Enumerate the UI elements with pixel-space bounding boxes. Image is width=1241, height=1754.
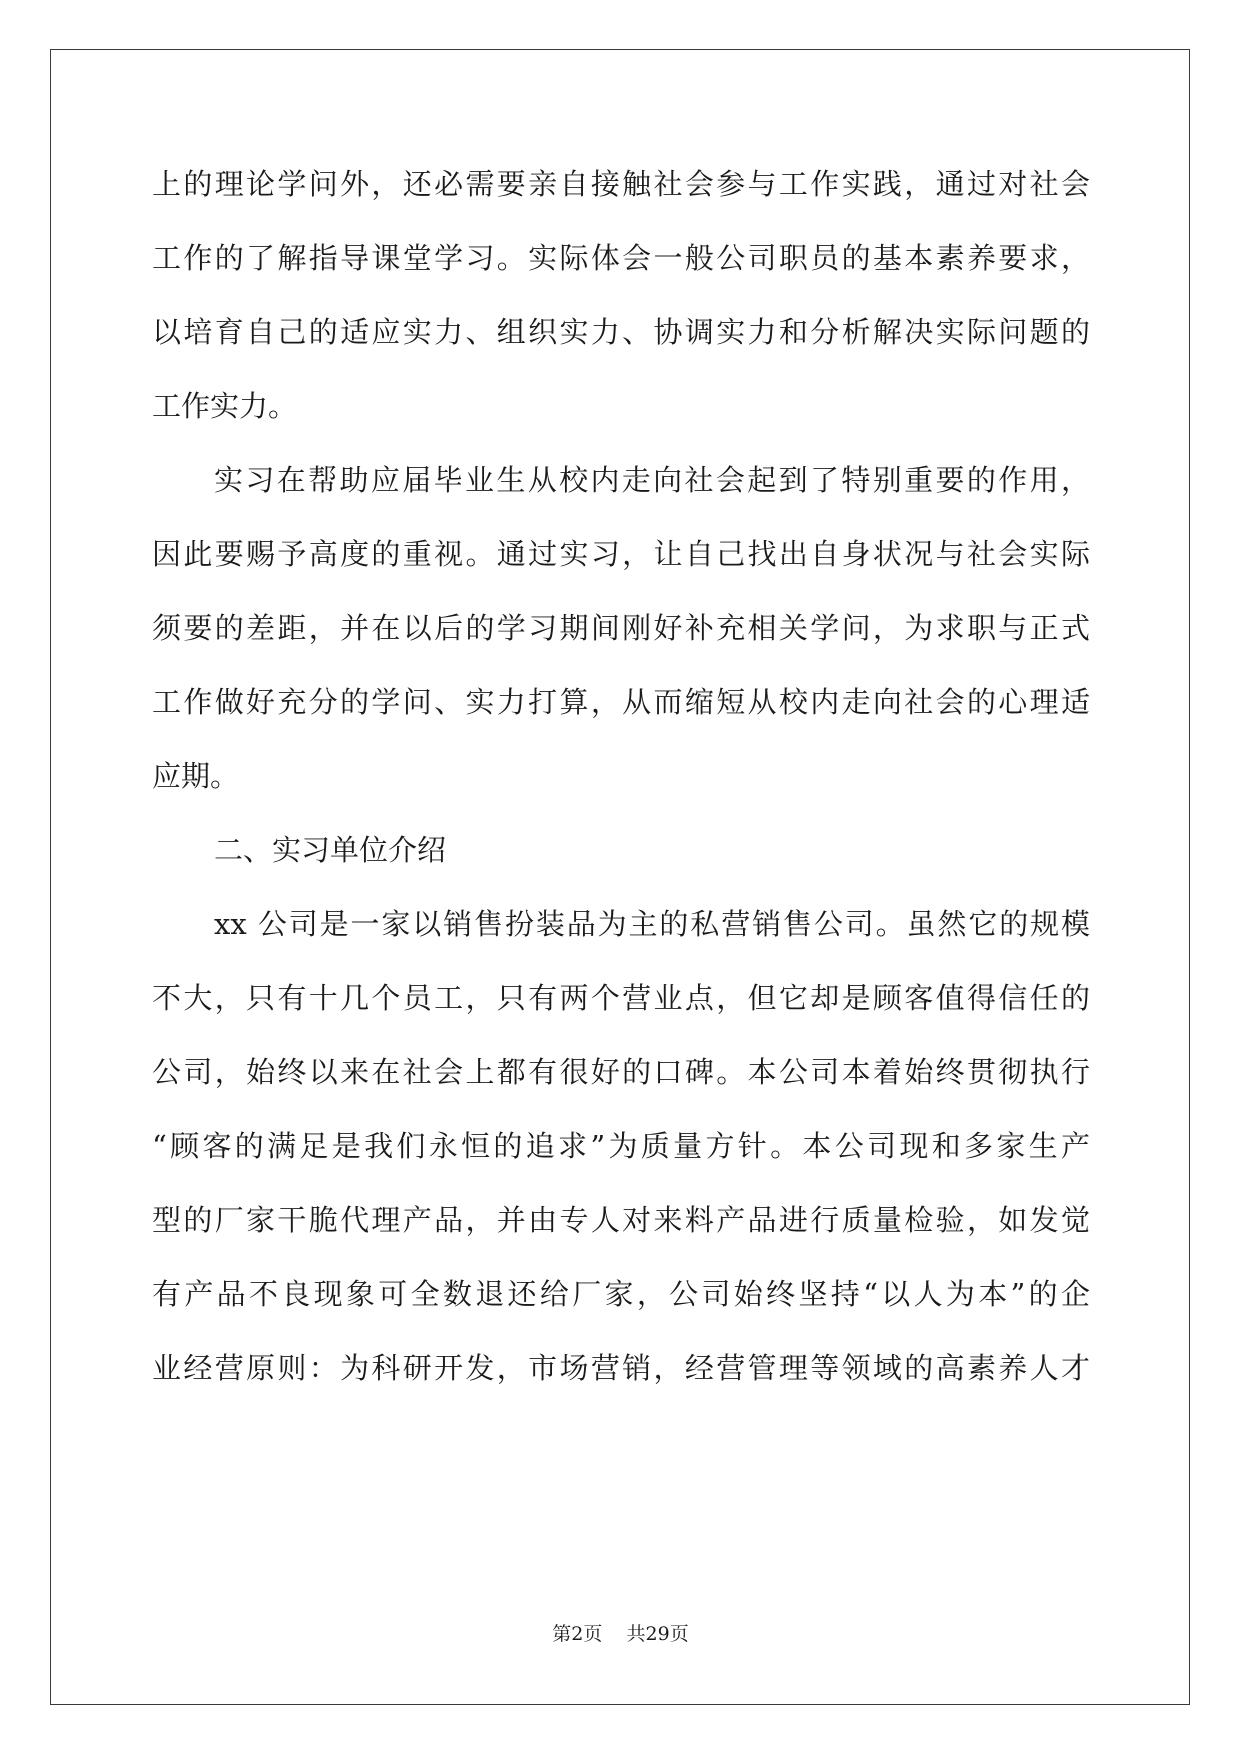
text-line: 公司，始终以来在社会上都有很好的口碑。本公司本着始终贯彻执行 [152,1055,1090,1089]
paragraph-first-line: 实习在帮助应届毕业生从校内走向社会起到了特别重要的作用， [214,463,1090,497]
text-line: 业经营原则：为科研开发，市场营销，经营管理等领域的高素养人才 [152,1351,1090,1385]
total-prefix: 共 [626,1623,646,1645]
total-pages: 29 [645,1623,670,1645]
section-heading: 二、实习单位介绍 [214,833,447,867]
total-suffix: 页 [669,1623,689,1645]
text-line: 有产品不良现象可全数退还给厂家，公司始终坚持“以人为本”的企 [152,1277,1090,1311]
text-line: 型的厂家干脆代理产品，并由专人对来料产品进行质量检验，如发觉 [152,1203,1090,1237]
paragraph-first-line: xx 公司是一家以销售扮装品为主的私营销售公司。虽然它的规模 [214,907,1090,941]
text-line: 应期。 [152,759,240,793]
text-line: 上的理论学问外，还必需要亲自接触社会参与工作实践，通过对社会 [152,167,1090,201]
text-line: 工作做好充分的学问、实力打算，从而缩短从校内走向社会的心理适 [152,685,1090,719]
text-line: 不大，只有十几个员工，只有两个营业点，但它却是顾客值得信任的 [152,981,1090,1015]
page-suffix: 页 [583,1623,603,1645]
text-line: 工作的了解指导课堂学习。实际体会一般公司职员的基本素养要求， [152,241,1090,275]
page-footer [0,1622,1241,1646]
page-prefix: 第 [552,1623,572,1645]
page-border [50,49,1190,1705]
text-line: 因此要赐予高度的重视。通过实习，让自己找出自身状况与社会实际 [152,537,1090,571]
text-line: 以培育自己的适应实力、组织实力、协调实力和分析解决实际问题的 [152,315,1090,349]
text-line: “顾客的满足是我们永恒的追求”为质量方针。本公司现和多家生产 [152,1129,1090,1163]
text-line: 工作实力。 [152,389,298,423]
page-number: 2 [571,1623,584,1645]
text-line: 须要的差距，并在以后的学习期间刚好补充相关学问，为求职与正式 [152,611,1090,645]
